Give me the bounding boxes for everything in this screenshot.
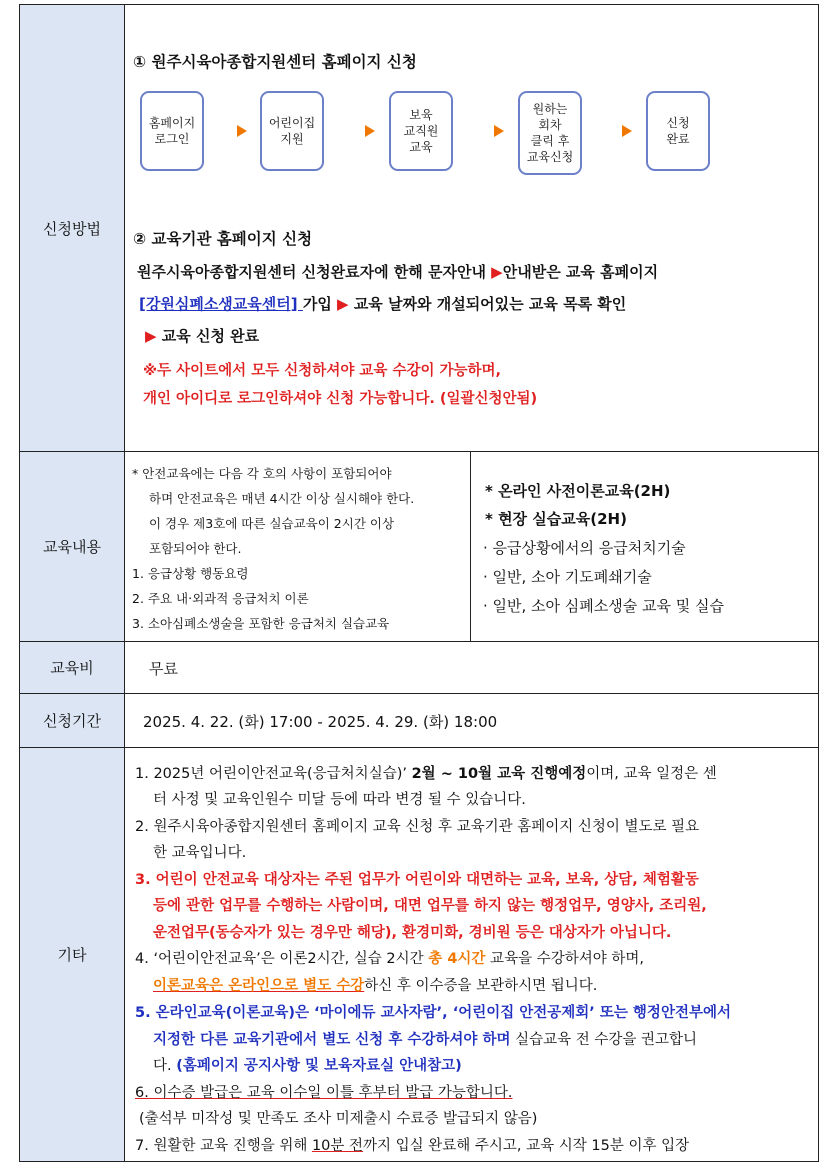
- row-period: [20, 694, 818, 748]
- etc-line: 6. 이수증 발급은 교육 이수일 이틀 후부터 발급 가능합니다.: [135, 1085, 513, 1101]
- step-box-4: 원하는 회차 클릭 후 교육신청: [518, 91, 582, 175]
- etc-line: 지정한 다른 교육기관에서 별도 신청 후 수강하셔야 하며 실습교육 전 수강을 권고합니: [153, 1032, 698, 1048]
- row-content: [20, 452, 818, 642]
- method-note-2: 개인 아이디로 로그인하셔야 신청 가능합니다. (일괄신청안됨): [143, 391, 538, 407]
- etc-line: 7. 원활한 교육 진행을 위해 10분 전까지 입실 완료해 주시고, 교육 시작 15분 이후 입장: [135, 1138, 690, 1154]
- etc-line: 5. 온라인교육(이론교육)은 ‘마이에듀 교사자람’, ‘어린이집 안전공제회’ 또는 행정안전부에서: [135, 1005, 731, 1021]
- pointer-icon: ▶: [145, 327, 157, 345]
- etc-line: 등에 관한 업무를 수행하는 사람이며, 대면 업무를 하지 않는 행정업무, 영양사, 조리원,: [153, 898, 707, 914]
- label-method: 신청방법: [20, 5, 125, 451]
- step-box-3: 보육 교직원 교육: [389, 91, 453, 171]
- arrow-icon: [622, 125, 632, 137]
- education-center-link[interactable]: [강원심폐소생교육센터]: [139, 295, 303, 313]
- row-method: [20, 5, 818, 452]
- pointer-icon: ▶: [337, 295, 349, 313]
- fee-value: 무료: [149, 660, 178, 678]
- row-fee: [20, 642, 818, 694]
- etc-line: (출석부 미작성 및 만족도 조사 미제출시 수료증 발급되지 않음): [139, 1111, 538, 1127]
- label-etc: 기타: [20, 748, 125, 1161]
- label-period: 신청기간: [20, 694, 125, 747]
- etc-line: 터 사정 및 교육인원수 미달 등에 따라 변경 될 수 있습니다.: [153, 792, 526, 808]
- label-fee: 교육비: [20, 642, 125, 693]
- info-table: [19, 4, 819, 1162]
- step-box-2: 어린이집 지원: [260, 91, 324, 171]
- etc-line: 운전업무(동승자가 있는 경우만 해당), 환경미화, 경비원 등은 대상자가 아닙니다.: [153, 925, 672, 941]
- etc-line: 이론교육은 온라인으로 별도 수강하신 후 이수증을 보관하시면 됩니다.: [153, 978, 598, 994]
- pointer-icon: ▶: [491, 263, 503, 281]
- etc-line: 4. ‘어린이안전교육’은 이론2시간, 실습 2시간 총 4시간 교육을 수강하셔야 하며,: [135, 951, 644, 967]
- etc-line: 한 교육입니다.: [153, 845, 247, 861]
- method-note-1: ※두 사이트에서 모두 신청하셔야 교육 수강이 가능하며,: [143, 363, 502, 379]
- section1-title: ① 원주시육아종합지원센터 홈페이지 신청: [133, 53, 417, 71]
- arrow-icon: [237, 125, 247, 137]
- section2-title: ② 교육기관 홈페이지 신청: [133, 230, 313, 248]
- content-law-text: * 안전교육에는 다음 각 호의 사항이 포함되어야 하며 안전교육은 매년 4시간 이상 실시해야 한다. 이 경우 제3호에 따른 실습교육이 2시간 이상 포함되어야 한다. 1. 응급상황 행동요령 2. 주요 내‧외과적 응급처치 이론 3. 소아심폐소생술을 포함한 응급처치 실습교육: [125, 452, 471, 641]
- etc-line: 다. (홈페이지 공지사항 및 보육자료실 안내참고): [153, 1058, 462, 1074]
- method-line-3: ▶ 교육 신청 완료: [145, 327, 260, 345]
- step-box-5: 신청 완료: [646, 91, 710, 171]
- method-line-1: 원주시육아종합지원센터 신청완료자에 한해 문자안내 ▶안내받은 교육 홈페이지: [137, 263, 659, 281]
- step-box-1: 홈페이지 로그인: [140, 91, 204, 171]
- etc-line: 3. 어린이 안전교육 대상자는 주된 업무가 어린이와 대면하는 교육, 보육, 상담, 체험활동: [135, 872, 699, 888]
- etc-line: 2. 원주시육아종합지원센터 홈페이지 교육 신청 후 교육기관 홈페이지 신청이 별도로 필요: [135, 819, 700, 835]
- method-line-2: [강원심폐소생교육센터] 가입 ▶ 교육 날짜와 개설되어있는 교육 목록 확인: [139, 295, 627, 313]
- etc-line: 1. 2025년 어린이안전교육(응급처치실습)’ 2월 ~ 10월 교육 진행예정이며, 교육 일정은 센: [135, 766, 717, 782]
- label-content: 교육내용: [20, 452, 125, 641]
- content-program-list: * 온라인 사전이론교육(2H) * 현장 실습교육(2H) · 응급상황에서의 응급처치기술 · 일반, 소아 기도폐쇄기술 · 일반, 소아 심폐소생술 교육 및 실습: [483, 482, 725, 615]
- arrow-icon: [494, 125, 504, 137]
- period-value: 2025. 4. 22. (화) 17:00 - 2025. 4. 29. (화) 18:00: [143, 713, 498, 731]
- row-etc: [20, 748, 818, 1161]
- arrow-icon: [365, 125, 375, 137]
